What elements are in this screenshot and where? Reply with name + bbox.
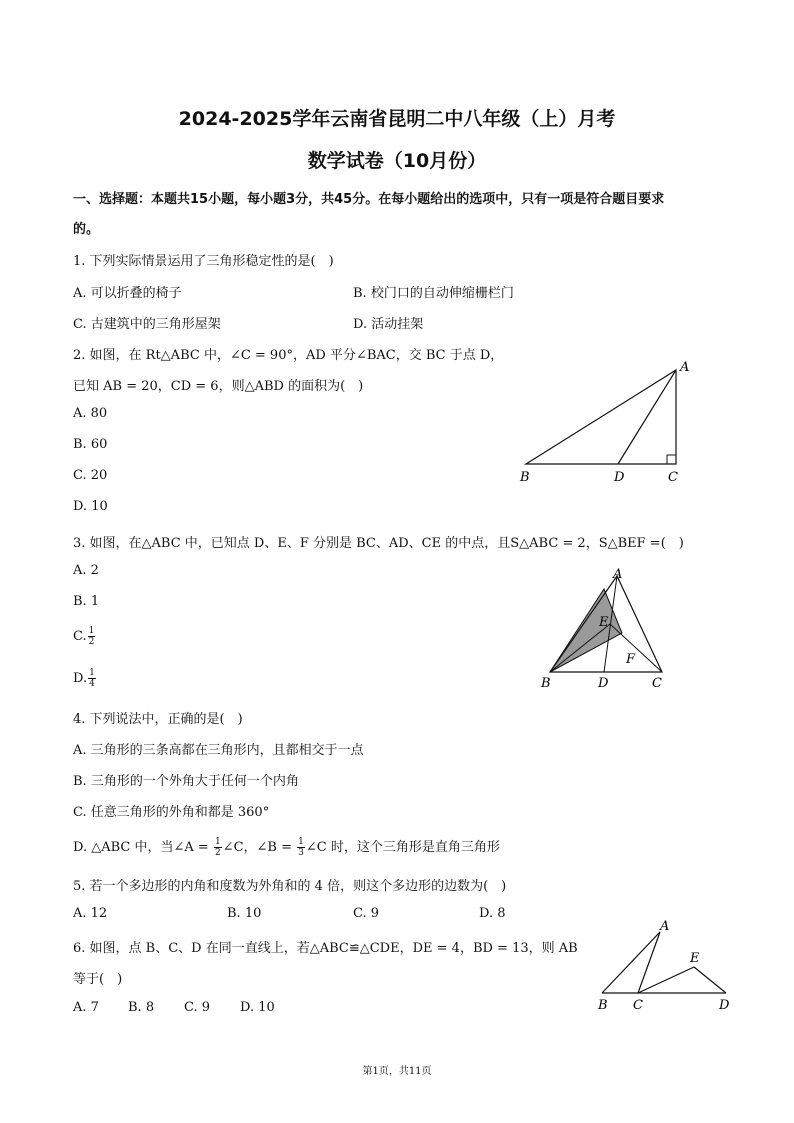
q2-option-a: A. 80 — [73, 406, 108, 421]
q3-option-d-numerator: 1 — [89, 668, 95, 678]
q2-stem-line-1: 2. 如图，在 Rt△ABC 中，∠C = 90°，AD 平分∠BAC，交 BC 于点 D， — [73, 348, 504, 363]
title-line-1: 2024-2025学年云南省昆明二中八年级（上）月考 — [178, 108, 616, 130]
q3-option-d-fraction — [88, 668, 96, 689]
q3-option-c-fraction — [88, 626, 96, 647]
title-line-2: 数学试卷（10月份） — [307, 150, 487, 172]
q5-stem: 5. 若一个多边形的内角和度数为外角和的 4 倍，则这个多边形的边数为( ) — [73, 879, 507, 894]
q1-stem: 1. 下列实际情景运用了三角形稳定性的是( ) — [73, 254, 334, 269]
section-header-line-1: 一、选择题：本题共15小题，每小题3分，共45分。在每小题给出的选项中，只有一项是符合题目要求 — [73, 192, 665, 207]
q4-stem: 4. 下列说法中，正确的是( ) — [73, 712, 243, 727]
q6-label-b: B — [598, 998, 608, 1012]
q3-label-f: F — [626, 652, 636, 667]
q2-option-d: D. 10 — [73, 499, 108, 514]
q4-option-c: C. 任意三角形的外角和都是 360° — [73, 805, 270, 820]
q3-figure — [530, 560, 680, 695]
q6-segment-ab — [602, 932, 660, 993]
q6-option-d: D. 10 — [240, 1000, 275, 1015]
q3-label-b: B — [541, 676, 551, 691]
q3-option-c-denominator: 2 — [88, 637, 95, 647]
q6-stem-line-2: 等于( ) — [73, 972, 123, 987]
q6-stem-line-1: 6. 如图，点 B、C、D 在同一直线上，若△ABC≌△CDE，DE = 4，BD = 13，则 AB — [73, 941, 578, 956]
q3-segment-ec — [610, 624, 662, 672]
q2-label-d: D — [614, 470, 625, 485]
q3-option-b: B. 1 — [73, 594, 100, 609]
q4-option-d-text-3: ∠C 时，这个三角形是直角三角形 — [305, 840, 500, 855]
q3-option-c-numerator: 1 — [88, 626, 95, 636]
q4-option-b: B. 三角形的一个外角大于任何一个内角 — [73, 774, 299, 789]
page-footer: 第1页，共11页 — [362, 1066, 432, 1077]
q4-option-d — [73, 836, 500, 858]
q4-option-d-text-2: ∠C，∠B = — [222, 840, 292, 855]
q2-figure — [510, 355, 710, 490]
q2-label-c: C — [668, 470, 678, 485]
q4-fraction-2-denominator: 3 — [298, 848, 304, 858]
q1-option-c: C. 古建筑中的三角形屋架 — [73, 317, 221, 332]
q2-option-b: B. 60 — [73, 437, 108, 452]
q2-option-c: C. 20 — [73, 468, 108, 483]
q5-option-d: D. 8 — [479, 906, 506, 921]
q5-option-b: B. 10 — [227, 906, 262, 921]
q3-label-e: E — [599, 615, 609, 630]
q6-label-d: D — [719, 998, 730, 1012]
q2-right-angle-mark — [667, 455, 676, 464]
q3-option-c-label: C. — [73, 629, 87, 644]
q6-segment-ed — [694, 967, 726, 993]
q6-option-c: C. 9 — [184, 1000, 211, 1015]
q2-label-a: A — [680, 360, 690, 375]
q3-option-d-denominator: 4 — [89, 679, 95, 689]
q4-option-d-fraction-2 — [297, 837, 305, 858]
q6-option-a: A. 7 — [73, 1000, 99, 1015]
q3-option-d — [73, 668, 97, 689]
q4-option-a: A. 三角形的三条高都在三角形内，且都相交于一点 — [73, 743, 364, 758]
q1-option-d: D. 活动挂架 — [353, 317, 424, 332]
q3-shaded-triangle-bef — [550, 589, 622, 672]
q4-fraction-1-numerator: 1 — [214, 837, 221, 847]
q1-option-a: A. 可以折叠的椅子 — [73, 286, 182, 301]
q2-triangle-abc — [526, 370, 676, 464]
q4-option-d-fraction-1 — [214, 837, 222, 858]
q6-label-e: E — [690, 951, 700, 966]
q2-stem-line-2: 已知 AB = 20，CD = 6，则△ABD 的面积为( ) — [73, 379, 364, 394]
q2-segment-ad — [618, 370, 676, 464]
q4-fraction-1-denominator: 2 — [214, 848, 221, 858]
q3-label-c: C — [652, 676, 662, 691]
q5-option-c: C. 9 — [353, 906, 380, 921]
q6-label-c: C — [633, 998, 643, 1012]
q6-option-b: B. 8 — [128, 1000, 155, 1015]
q6-figure — [590, 912, 740, 1012]
q5-option-a: A. 12 — [73, 906, 108, 921]
q4-fraction-2-numerator: 1 — [298, 837, 304, 847]
q4-option-d-text-1: D. △ABC 中，当∠A = — [73, 840, 209, 855]
q3-option-c — [73, 626, 96, 647]
q3-label-a: A — [613, 567, 623, 582]
q3-option-d-label: D. — [73, 671, 88, 686]
q6-label-a: A — [660, 919, 670, 934]
q3-label-d: D — [598, 676, 609, 691]
q2-label-b: B — [520, 470, 530, 485]
section-header-line-2: 的。 — [73, 222, 100, 237]
q1-option-b: B. 校门口的自动伸缩栅栏门 — [353, 286, 514, 301]
q3-option-a: A. 2 — [73, 563, 99, 578]
q3-stem: 3. 如图，在△ABC 中，已知点 D、E、F 分别是 BC、AD、CE 的中点，且S△ABC = 2，S△BEF =( ) — [73, 536, 684, 551]
